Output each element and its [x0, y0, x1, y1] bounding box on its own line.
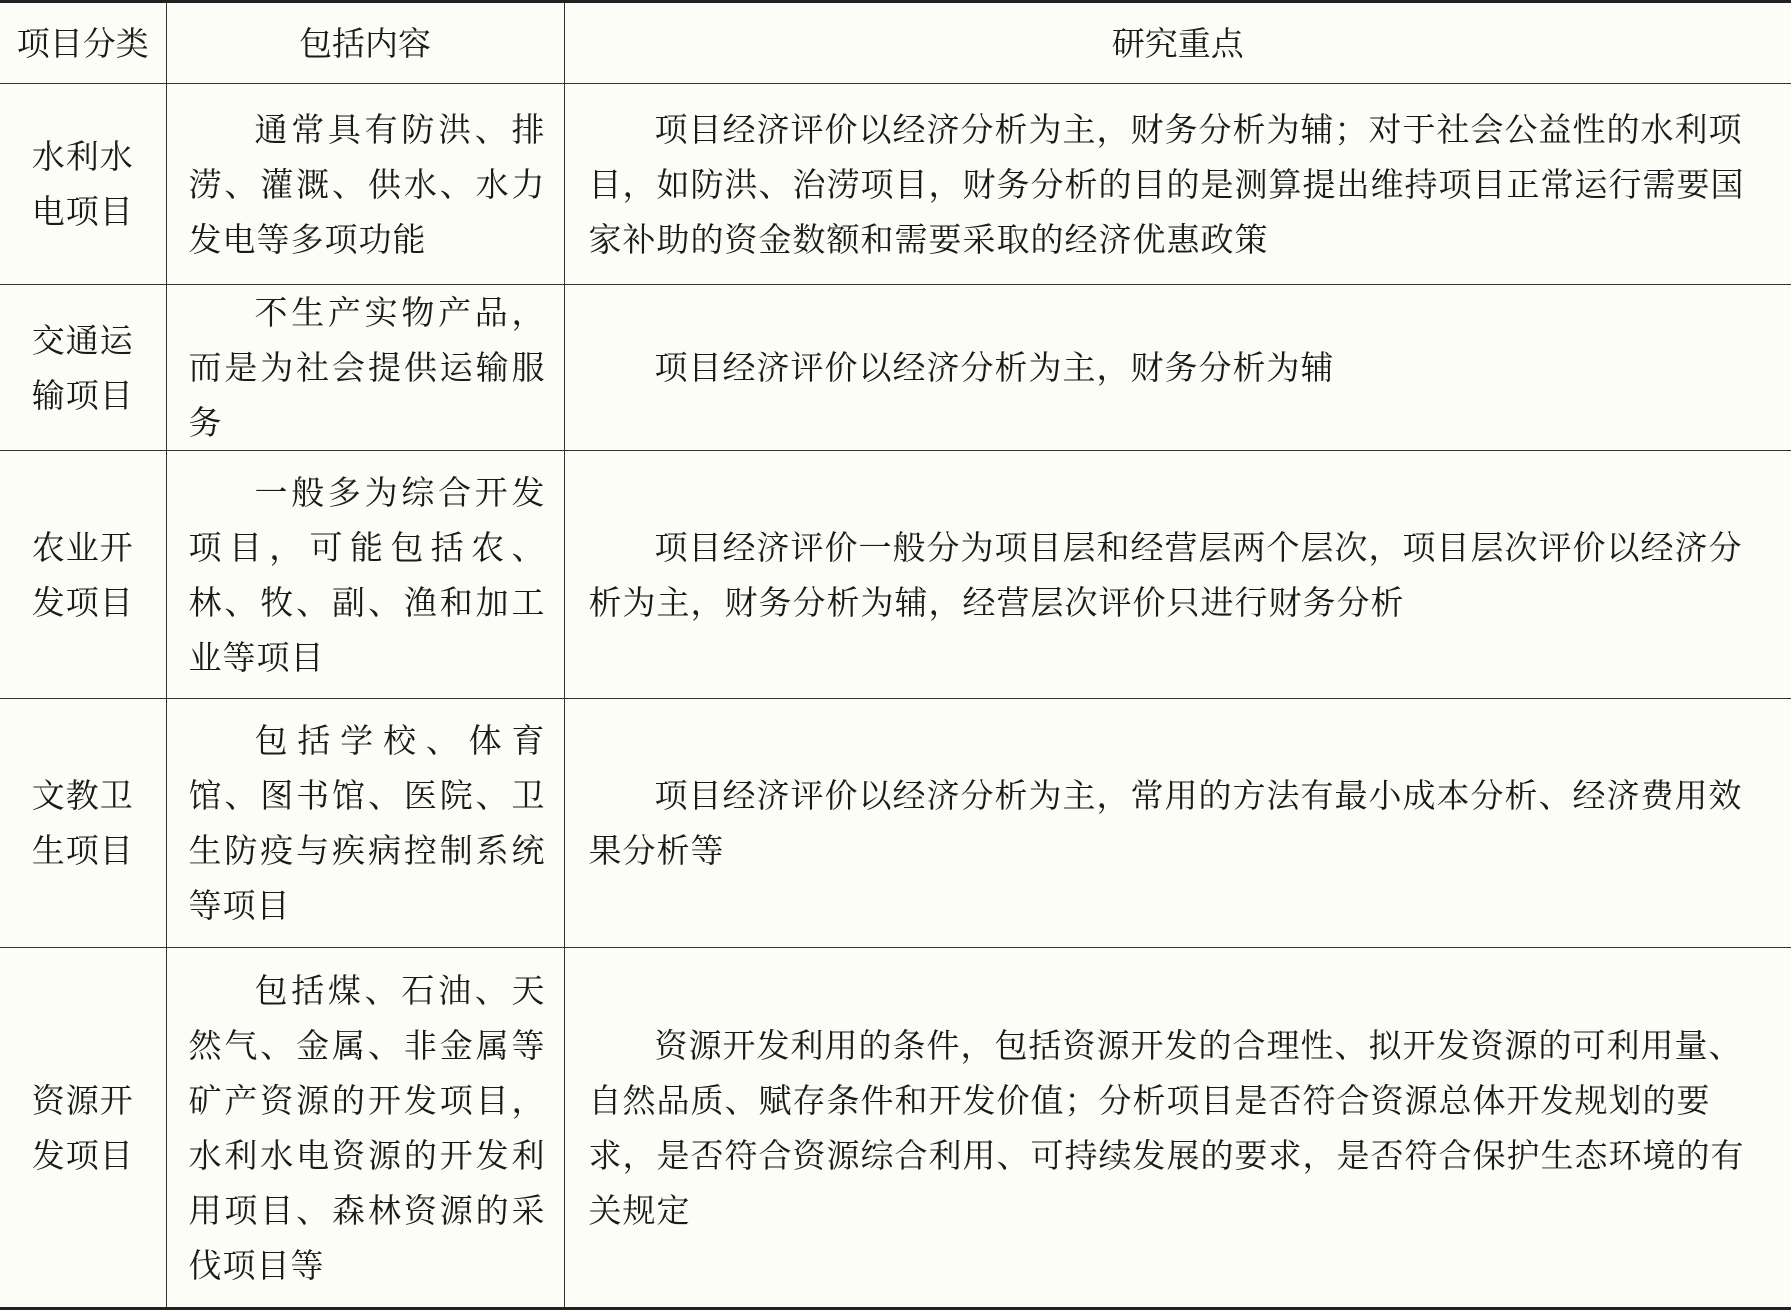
focus-cell: 项目经济评价以经济分析为主，财务分析为辅；对于社会公益性的水利项目，如防洪、治涝项目，财务分析的目的是测算提出维持项目正常运行需要国家补助的资金数额和需要采取的经济优惠政策: [564, 84, 1791, 285]
category-cell: 资源开发项目: [0, 948, 166, 1309]
header-row: [0, 2, 1791, 84]
content-cell: 通常具有防洪、排涝、灌溉、供水、水力发电等多项功能: [166, 84, 564, 285]
table-row: [0, 451, 1791, 699]
category-cell: 交通运输项目: [0, 285, 166, 451]
focus-cell: 项目经济评价以经济分析为主，常用的方法有最小成本分析、经济费用效果分析等: [564, 699, 1791, 948]
header-focus: 研究重点: [564, 2, 1791, 84]
content-cell: 包括煤、石油、天然气、金属、非金属等矿产资源的开发项目，水利水电资源的开发利用项目、森林资源的采伐项目等: [166, 948, 564, 1309]
table-row: [0, 948, 1791, 1309]
category-cell: 水利水电项目: [0, 84, 166, 285]
focus-cell: 资源开发利用的条件，包括资源开发的合理性、拟开发资源的可利用量、自然品质、赋存条件和开发价值；分析项目是否符合资源总体开发规划的要求，是否符合资源综合利用、可持续发展的要求，是否符合保护生态环境的有关规定: [564, 948, 1791, 1309]
header-content: 包括内容: [166, 2, 564, 84]
header-category: 项目分类: [0, 2, 166, 84]
focus-cell: 项目经济评价以经济分析为主，财务分析为辅: [564, 285, 1791, 451]
focus-cell: 项目经济评价一般分为项目层和经营层两个层次，项目层次评价以经济分析为主，财务分析为辅，经营层次评价只进行财务分析: [564, 451, 1791, 699]
table-row: [0, 699, 1791, 948]
content-cell: 一般多为综合开发项目，可能包括农、林、牧、副、渔和加工业等项目: [166, 451, 564, 699]
table-row: [0, 285, 1791, 451]
table-header: [0, 2, 1791, 84]
content-cell: 不生产实物产品，而是为社会提供运输服务: [166, 285, 564, 451]
category-cell: 农业开发项目: [0, 451, 166, 699]
category-cell: 文教卫生项目: [0, 699, 166, 948]
content-cell: 包括学校、体育馆、图书馆、医院、卫生防疫与疾病控制系统等项目: [166, 699, 564, 948]
table-body: [0, 84, 1791, 1309]
table-row: [0, 84, 1791, 285]
